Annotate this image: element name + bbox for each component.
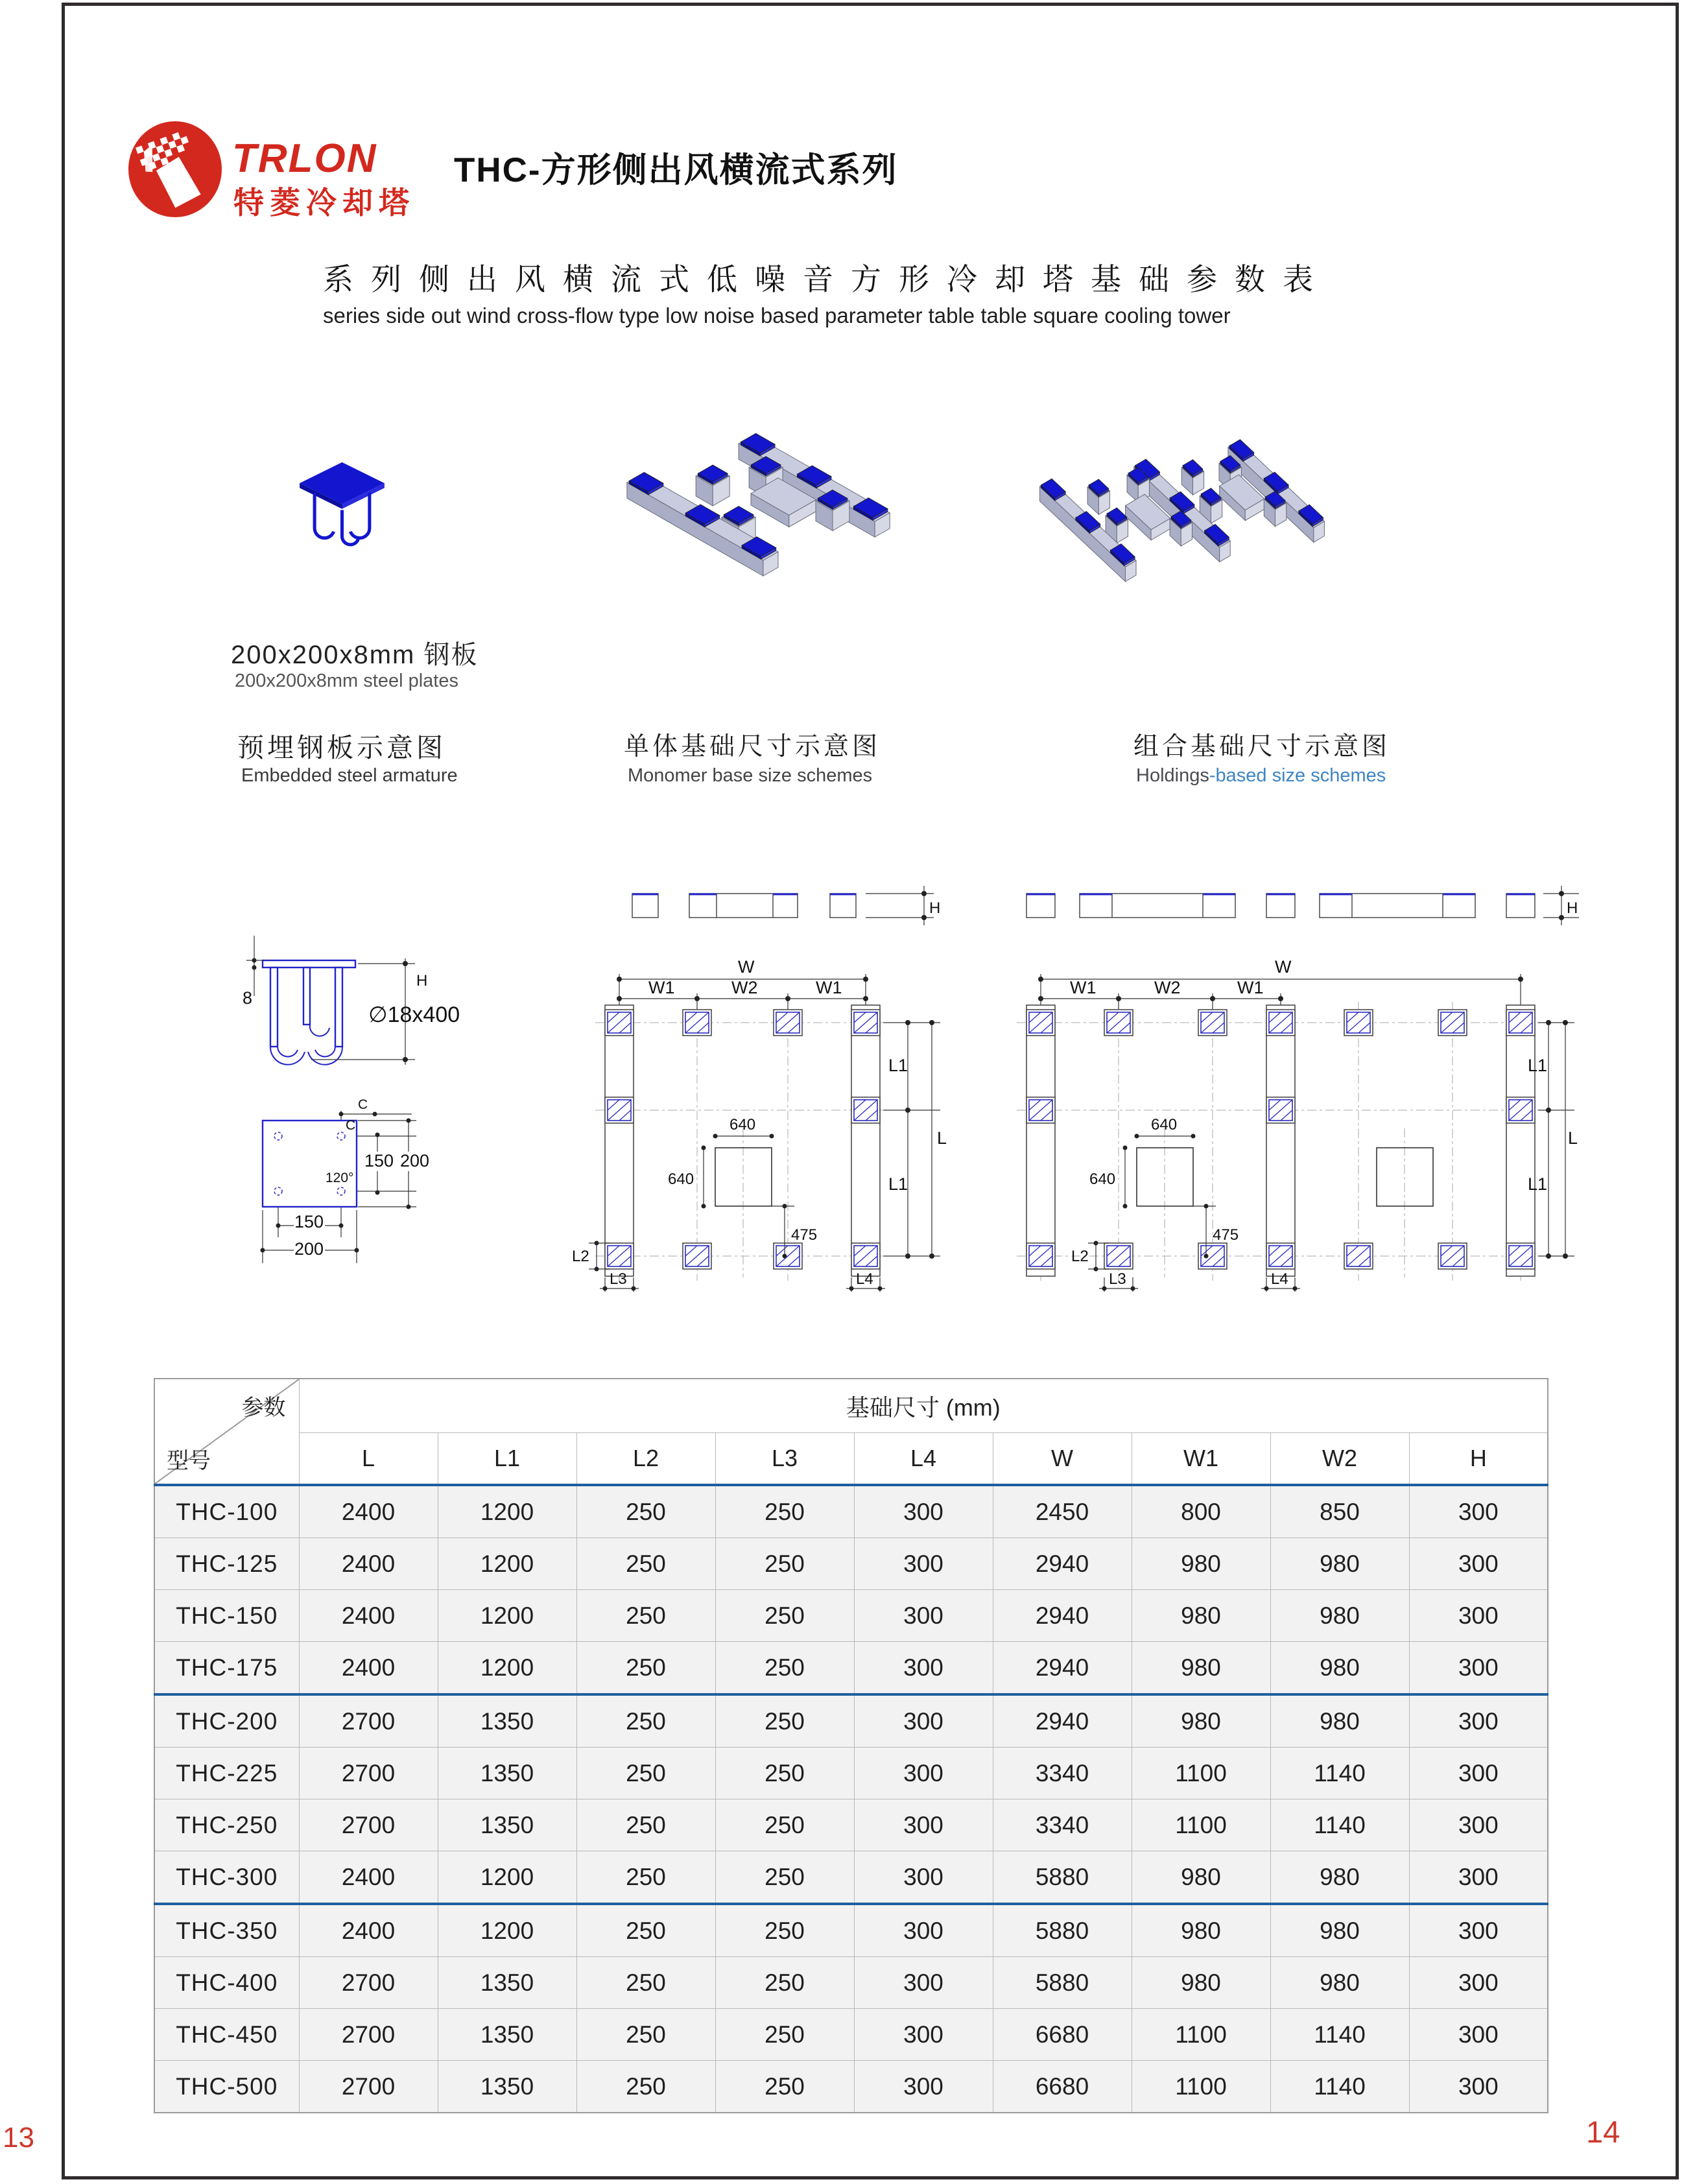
dim-label-200: 200 [400, 1151, 430, 1170]
value-cell: 2700 [299, 1694, 438, 1748]
value-cell: 6680 [993, 2009, 1132, 2061]
value-cell: 300 [1409, 1904, 1548, 1957]
value-cell: 300 [1409, 1538, 1548, 1590]
dim-label-150: 150 [364, 1151, 394, 1170]
value-cell: 1350 [438, 1694, 576, 1748]
value-cell: 2400 [299, 1538, 438, 1590]
model-cell: THC-250 [154, 1799, 299, 1851]
value-cell: 980 [1132, 1957, 1270, 2009]
value-cell: 300 [854, 1590, 993, 1642]
table-row [154, 1957, 1548, 2009]
section-label-monomer-cn: 单体基础尺寸示意图 [624, 733, 881, 761]
value-cell: 2700 [299, 1748, 438, 1799]
value-cell: 250 [576, 1851, 715, 1905]
value-cell: 300 [854, 1485, 993, 1538]
section-label-monomer-en: Monomer base size schemes [628, 765, 873, 786]
value-cell: 6680 [993, 2061, 1132, 2113]
value-cell: 2940 [993, 1590, 1132, 1642]
dim-label-l1b-right: L1 [1528, 1174, 1548, 1194]
value-cell: 300 [854, 2009, 993, 2061]
value-cell: 250 [715, 1748, 854, 1799]
value-cell: 1100 [1132, 2009, 1270, 2061]
dim-label-w2: W2 [731, 978, 758, 997]
value-cell: 250 [576, 1957, 715, 2009]
value-cell: 300 [1409, 1485, 1548, 1538]
dim-label-l2: L2 [572, 1248, 589, 1265]
value-cell: 1350 [438, 2061, 576, 2113]
dim-label-475: 475 [791, 1226, 818, 1244]
dim-label-c: C [358, 1097, 368, 1112]
section-label-embedded-cn: 预埋钢板示意图 [237, 733, 446, 763]
value-cell: 1200 [438, 1590, 576, 1642]
model-cell: THC-100 [154, 1485, 299, 1538]
value-cell: 250 [576, 1694, 715, 1748]
subtitle-english: series side out wind cross-flow type low noise based parameter table table square cooling tower [323, 303, 1231, 327]
value-cell: 250 [576, 1904, 715, 1957]
value-cell: 250 [715, 1799, 854, 1851]
value-cell: 1200 [438, 1642, 576, 1695]
dim-label-plate-thickness: 8 [243, 988, 253, 1008]
section-label-embedded-en: Embedded steel armature [241, 765, 458, 786]
dim-label-l2-right: L2 [1071, 1248, 1089, 1265]
model-cell: THC-150 [154, 1590, 299, 1642]
column-header-W2: W2 [1270, 1433, 1409, 1486]
value-cell: 1350 [438, 1748, 576, 1799]
table-corner-cell [154, 1379, 299, 1485]
table-row [154, 2061, 1548, 2113]
value-cell: 250 [715, 1590, 854, 1642]
value-cell: 5880 [993, 1957, 1132, 2009]
value-cell: 1200 [438, 1485, 576, 1538]
table-row [154, 1590, 1548, 1642]
column-header-L2: L2 [576, 1433, 715, 1486]
value-cell: 1140 [1270, 1748, 1409, 1799]
monomer-plan-drawing [571, 862, 960, 1296]
value-cell: 250 [576, 1538, 715, 1590]
value-cell: 5880 [993, 1904, 1132, 1957]
subtitle-chinese: 系列侧出风横流式低噪音方形冷却塔基础参数表 [323, 262, 1331, 296]
value-cell: 250 [715, 2009, 854, 2061]
value-cell: 250 [576, 1748, 715, 1799]
value-cell: 980 [1270, 1642, 1409, 1695]
table-row [154, 1694, 1548, 1748]
model-cell: THC-450 [154, 2009, 299, 2061]
value-cell: 300 [854, 1957, 993, 2009]
model-cell: THC-400 [154, 1957, 299, 2009]
value-cell: 980 [1270, 1957, 1409, 2009]
section-label-combined-en [1136, 765, 1386, 787]
section-label-combined-cn: 组合基础尺寸示意图 [1133, 733, 1391, 761]
value-cell: 800 [1132, 1485, 1270, 1538]
column-header-W: W [993, 1433, 1132, 1486]
monomer-iso-diagram [597, 360, 960, 632]
table-row [154, 1799, 1548, 1851]
corner-label-model: 型号 [167, 1449, 211, 1473]
value-cell: 300 [1409, 1642, 1548, 1695]
value-cell: 2400 [299, 1485, 438, 1538]
value-cell: 1140 [1270, 2009, 1409, 2061]
dim-label-l4: L4 [856, 1270, 873, 1288]
model-cell: THC-350 [154, 1904, 299, 1957]
brand-logo [123, 119, 460, 226]
table-row [154, 1904, 1548, 1957]
value-cell: 5880 [993, 1851, 1132, 1905]
model-cell: THC-300 [154, 1851, 299, 1905]
value-cell: 2400 [299, 1851, 438, 1905]
page-number-right: 14 [1586, 2115, 1620, 2149]
value-cell: 980 [1132, 1590, 1270, 1642]
value-cell: 250 [715, 2061, 854, 2113]
value-cell: 300 [1409, 1957, 1548, 2009]
value-cell: 300 [854, 1748, 993, 1799]
value-cell: 2700 [299, 1799, 438, 1851]
value-cell: 3340 [993, 1748, 1132, 1799]
dim-label-l1b: L1 [888, 1174, 908, 1194]
value-cell: 1200 [438, 1851, 576, 1905]
model-cell: THC-175 [154, 1642, 299, 1695]
table-row [154, 1642, 1548, 1695]
column-header-L: L [299, 1433, 438, 1486]
dim-label-h-mid: H [929, 899, 941, 917]
value-cell: 300 [1409, 1851, 1548, 1905]
dim-label-640-top-right: 640 [1151, 1116, 1178, 1134]
value-cell: 300 [1409, 2061, 1548, 2113]
value-cell: 980 [1270, 1851, 1409, 1905]
value-cell: 300 [854, 1694, 993, 1748]
dim-label-w: W [738, 957, 755, 977]
value-cell: 1140 [1270, 1799, 1409, 1851]
value-cell: 980 [1270, 1694, 1409, 1748]
table-span-header: 基础尺寸 (mm) [299, 1379, 1548, 1433]
value-cell: 2400 [299, 1590, 438, 1642]
value-cell: 2700 [299, 2061, 438, 2113]
value-cell: 2700 [299, 2009, 438, 2061]
value-cell: 1350 [438, 1957, 576, 2009]
embedded-plate-drawing [214, 887, 525, 1292]
value-cell: 300 [1409, 1799, 1548, 1851]
dim-label-h: H [416, 972, 428, 990]
column-header-L4: L4 [854, 1433, 993, 1486]
dim-label-l4-right: L4 [1271, 1270, 1288, 1288]
dim-label-475-right: 475 [1213, 1226, 1239, 1244]
value-cell: 250 [715, 1957, 854, 2009]
value-cell: 2940 [993, 1538, 1132, 1590]
value-cell: 250 [576, 1590, 715, 1642]
dim-label-h-right: H [1567, 899, 1578, 917]
value-cell: 980 [1132, 1538, 1270, 1590]
plate-caption-en: 200x200x8mm steel plates [235, 671, 458, 691]
value-cell: 980 [1270, 1904, 1409, 1957]
dim-label-c2: C [346, 1118, 356, 1133]
table-row [154, 1485, 1548, 1538]
brand-chinese-name: 特菱冷却塔 [233, 185, 415, 220]
combined-en-suffix: -based size schemes [1209, 765, 1386, 786]
combined-en-prefix: Holdings [1136, 765, 1209, 786]
value-cell: 1100 [1132, 2061, 1270, 2113]
value-cell: 250 [576, 1799, 715, 1851]
value-cell: 250 [715, 1538, 854, 1590]
value-cell: 300 [854, 1851, 993, 1905]
dim-label-l3-right: L3 [1109, 1270, 1126, 1288]
column-header-H: H [1409, 1433, 1548, 1486]
value-cell: 300 [1409, 2009, 1548, 2061]
page-title: THC-方形侧出风横流式系列 [454, 151, 898, 189]
value-cell: 1350 [438, 2009, 576, 2061]
dim-label-w1b: W1 [816, 978, 842, 997]
value-cell: 300 [1409, 1590, 1548, 1642]
value-cell: 1100 [1132, 1799, 1270, 1851]
column-header-W1: W1 [1132, 1433, 1270, 1486]
dim-label-200-bottom: 200 [294, 1239, 324, 1259]
value-cell: 2940 [993, 1694, 1132, 1748]
dim-label-640-left: 640 [668, 1170, 694, 1188]
combined-iso-diagram [1025, 355, 1362, 641]
value-cell: 3340 [993, 1799, 1132, 1851]
value-cell: 250 [715, 1694, 854, 1748]
dim-label-w1a: W1 [648, 978, 675, 997]
value-cell: 980 [1132, 1851, 1270, 1905]
value-cell: 250 [715, 1485, 854, 1538]
brand-wordmark: TRLON [232, 136, 377, 181]
dim-label-w1b-right: W1 [1237, 978, 1264, 997]
foundation-parameter-table [154, 1378, 1548, 2113]
value-cell: 250 [576, 1642, 715, 1695]
value-cell: 250 [715, 1642, 854, 1695]
dim-label-l3: L3 [610, 1270, 627, 1288]
model-cell: THC-200 [154, 1694, 299, 1748]
dim-label-640-top: 640 [729, 1116, 756, 1134]
table-subheader-row [154, 1433, 1548, 1486]
model-cell: THC-500 [154, 2061, 299, 2113]
value-cell: 2400 [299, 1904, 438, 1957]
steel-plate-icon [285, 454, 399, 563]
value-cell: 1140 [1270, 2061, 1409, 2113]
value-cell: 980 [1270, 1590, 1409, 1642]
page-number-left: 13 [3, 2122, 34, 2154]
value-cell: 300 [854, 1799, 993, 1851]
value-cell: 980 [1132, 1904, 1270, 1957]
model-cell: THC-225 [154, 1748, 299, 1799]
table-header-row [154, 1379, 1548, 1433]
model-cell: THC-125 [154, 1538, 299, 1590]
plate-caption-cn: 200x200x8mm 钢板 [231, 641, 479, 669]
column-header-L1: L1 [438, 1433, 576, 1486]
value-cell: 2400 [299, 1642, 438, 1695]
combined-plan-drawing [992, 862, 1582, 1296]
value-cell: 250 [715, 1904, 854, 1957]
value-cell: 250 [576, 2009, 715, 2061]
value-cell: 980 [1270, 1538, 1409, 1590]
table-row [154, 1748, 1548, 1799]
column-header-L3: L3 [715, 1433, 854, 1486]
dim-label-l-right: L [1568, 1128, 1578, 1148]
dim-label-w1a-right: W1 [1070, 978, 1097, 997]
value-cell: 1100 [1132, 1748, 1270, 1799]
value-cell: 2940 [993, 1642, 1132, 1695]
table-row [154, 2009, 1548, 2061]
table-row [154, 1851, 1548, 1905]
dim-label-anchor: ∅18x400 [368, 1003, 460, 1027]
value-cell: 250 [576, 2061, 715, 2113]
value-cell: 300 [1409, 1748, 1548, 1799]
dim-label-w-right: W [1275, 957, 1292, 977]
value-cell: 850 [1270, 1485, 1409, 1538]
dim-label-120deg: 120° [326, 1170, 354, 1185]
value-cell: 1200 [438, 1904, 576, 1957]
value-cell: 300 [854, 1904, 993, 1957]
dim-label-l1a-right: L1 [1528, 1056, 1548, 1075]
corner-label-param: 参数 [241, 1395, 286, 1420]
dim-label-l1a: L1 [888, 1056, 908, 1075]
value-cell: 1350 [438, 1799, 576, 1851]
value-cell: 300 [854, 1642, 993, 1695]
value-cell: 300 [1409, 1694, 1548, 1748]
dim-label-150-bottom: 150 [294, 1212, 324, 1231]
table-row [154, 1538, 1548, 1590]
dim-label-640-left-right: 640 [1089, 1170, 1116, 1188]
value-cell: 2450 [993, 1485, 1132, 1538]
value-cell: 1200 [438, 1538, 576, 1590]
value-cell: 2700 [299, 1957, 438, 2009]
value-cell: 300 [854, 2061, 993, 2113]
dim-label-w2-right: W2 [1154, 978, 1181, 997]
value-cell: 980 [1132, 1694, 1270, 1748]
value-cell: 980 [1132, 1642, 1270, 1695]
value-cell: 250 [576, 1485, 715, 1538]
dim-label-l: L [937, 1128, 947, 1148]
value-cell: 250 [715, 1851, 854, 1905]
value-cell: 300 [854, 1538, 993, 1590]
